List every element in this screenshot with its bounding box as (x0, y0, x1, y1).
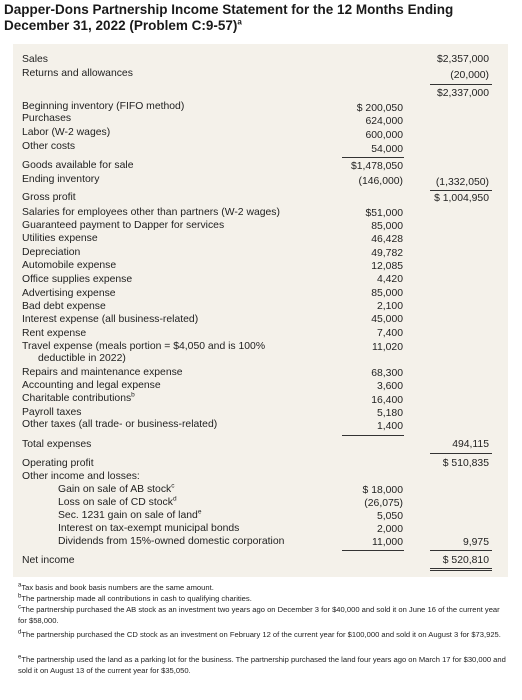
office-amount: 4,420 (376, 274, 403, 285)
utilities-label: Utilities expense (22, 233, 98, 244)
accounting-label: Accounting and legal expense (22, 380, 161, 391)
operating-profit-amount: $ 510,835 (442, 458, 489, 469)
loss-cd-label: Loss on sale of CD stock$^d$ (58, 495, 177, 508)
repairs-label: Repairs and maintenance expense (22, 367, 183, 378)
auto-label: Automobile expense (22, 260, 117, 271)
utilities-amount: 46,428 (371, 234, 403, 245)
sales-amount: $2,357,000 (436, 54, 489, 65)
net-income-label: Net income (22, 555, 75, 566)
other-income-label: Other income and losses: (22, 471, 140, 482)
sec1231-label: Sec. 1231 gain on sale of land$^e$ (58, 508, 202, 521)
rule-net-income-double-1 (430, 568, 492, 569)
other-costs-amount: 54,000 (371, 144, 403, 155)
other-income-total: 9,975 (462, 537, 489, 548)
labor-amount: 600,000 (365, 130, 403, 141)
gross-profit-amount: $ 1,004,950 (434, 193, 489, 204)
footnote-mark-b: b (131, 391, 135, 399)
beginning-inventory-label: Beginning inventory (FIFO method) (22, 101, 185, 112)
footnote-d: $^d$The partnership purchased the CD stock as an investment on February 12 of the current year for $100,000 and sold it on August 3 for $73,925. (18, 629, 501, 639)
office-label: Office supplies expense (22, 274, 133, 285)
rule-net-income-double-2 (430, 570, 492, 571)
ending-inventory-label: Ending inventory (22, 174, 100, 185)
other-taxes-amount: 1,400 (376, 421, 403, 432)
dividends-amount: 11,000 (371, 537, 403, 548)
charitable-amount: 16,400 (371, 395, 403, 406)
returns-label: Returns and allowances (22, 68, 133, 79)
sec1231-amount: 5,050 (376, 511, 403, 522)
net-income-amount: $ 520,810 (442, 555, 489, 566)
guaranteed-payment-amount: 85,000 (371, 221, 403, 232)
gain-ab-amount: $ 18,000 (362, 485, 403, 496)
returns-amount: (20,000) (450, 70, 489, 81)
advertising-label: Advertising expense (22, 288, 116, 299)
charitable-label: Charitable contributions$^b$ (22, 391, 135, 404)
cogs-amount: (1,332,050) (435, 177, 489, 188)
footnote-b: $^b$The partnership made all contributions in cash to qualifying charities. (18, 593, 252, 603)
sales-label: Sales (22, 54, 48, 65)
rule-total-expenses (342, 435, 404, 436)
accounting-amount: 3,600 (376, 381, 403, 392)
beginning-inventory-amount: $ 200,050 (356, 103, 403, 114)
salaries-amount: $51,000 (365, 208, 403, 219)
footnote-mark-d: d (172, 495, 177, 503)
travel-label-cont: deductible in 2022) (38, 353, 126, 364)
footnote-a: $^a$Tax basis and book basis numbers are the same amount. (18, 582, 214, 592)
operating-profit-label: Operating profit (22, 458, 94, 469)
footnote-mark-e: e (197, 508, 202, 516)
labor-label: Labor (W-2 wages) (22, 127, 111, 138)
travel-label: Travel expense (meals portion = $4,050 and is 100% (22, 341, 266, 352)
purchases-amount: 624,000 (365, 116, 403, 127)
bad-debt-label: Bad debt expense (22, 301, 106, 312)
footnote-c: $^c$The partnership purchased the AB stock as an investment two years ago on December 3 for $40,000 and sold it on June 16 of the current year for $58,000. (18, 604, 500, 625)
interest-amount: 45,000 (371, 314, 403, 325)
interest-income-amount: 2,000 (376, 524, 403, 535)
goods-available-label: Goods available for sale (22, 160, 134, 171)
rule-goods-available (342, 157, 404, 158)
payroll-label: Payroll taxes (22, 407, 82, 418)
repairs-amount: 68,300 (371, 368, 403, 379)
rule-operating-profit (430, 453, 492, 454)
advertising-amount: 85,000 (371, 288, 403, 299)
footnote-e: $^e$The partnership used the land as a parking lot for the business. The partnership purchased the land four years ago on March 17 for $30,000 and sold it on August 13 of the current year for $35,050. (18, 654, 506, 675)
dividends-label: Dividends from 15%-owned domestic corporation (58, 536, 285, 547)
travel-amount: 11,020 (371, 342, 403, 353)
depreciation-label: Depreciation (22, 247, 81, 258)
bad-debt-amount: 2,100 (376, 301, 403, 312)
auto-amount: 12,085 (371, 261, 403, 272)
page-title: Dapper-Dons Partnership Income Statement for the 12 Months Ending December 31, 2022 (Problem C:9-57)$^a$ (4, 2, 454, 33)
guaranteed-payment-label: Guaranteed payment to Dapper for services (22, 220, 225, 231)
purchases-label: Purchases (22, 113, 72, 124)
rule-other-income (342, 550, 404, 551)
interest-income-label: Interest on tax-exempt municipal bonds (58, 523, 240, 534)
interest-label: Interest expense (all business-related) (22, 314, 199, 325)
rule-gross-profit (430, 190, 492, 191)
net-sales-amount: $2,337,000 (436, 88, 489, 99)
footnote-mark-c: c (171, 482, 175, 490)
ending-inventory-amount: (146,000) (358, 176, 403, 187)
depreciation-amount: 49,782 (371, 248, 403, 259)
payroll-amount: 5,180 (376, 408, 403, 419)
gain-ab-label: Gain on sale of AB stock$^c$ (58, 482, 175, 495)
rent-label: Rent expense (22, 328, 87, 339)
rule-net-sales (430, 84, 492, 85)
title-footnote-mark: a (237, 17, 242, 27)
loss-cd-amount: (26,075) (364, 498, 403, 509)
rent-amount: 7,400 (376, 328, 403, 339)
other-taxes-label: Other taxes (all trade- or business-related) (22, 419, 218, 430)
rule-net-income (430, 550, 492, 551)
total-expenses-label: Total expenses (22, 439, 92, 450)
gross-profit-label: Gross profit (22, 192, 76, 203)
salaries-label: Salaries for employees other than partners (W-2 wages) (22, 207, 280, 218)
goods-available-amount: $1,478,050 (350, 161, 403, 172)
total-expenses-amount: 494,115 (452, 439, 489, 450)
other-costs-label: Other costs (22, 141, 76, 152)
